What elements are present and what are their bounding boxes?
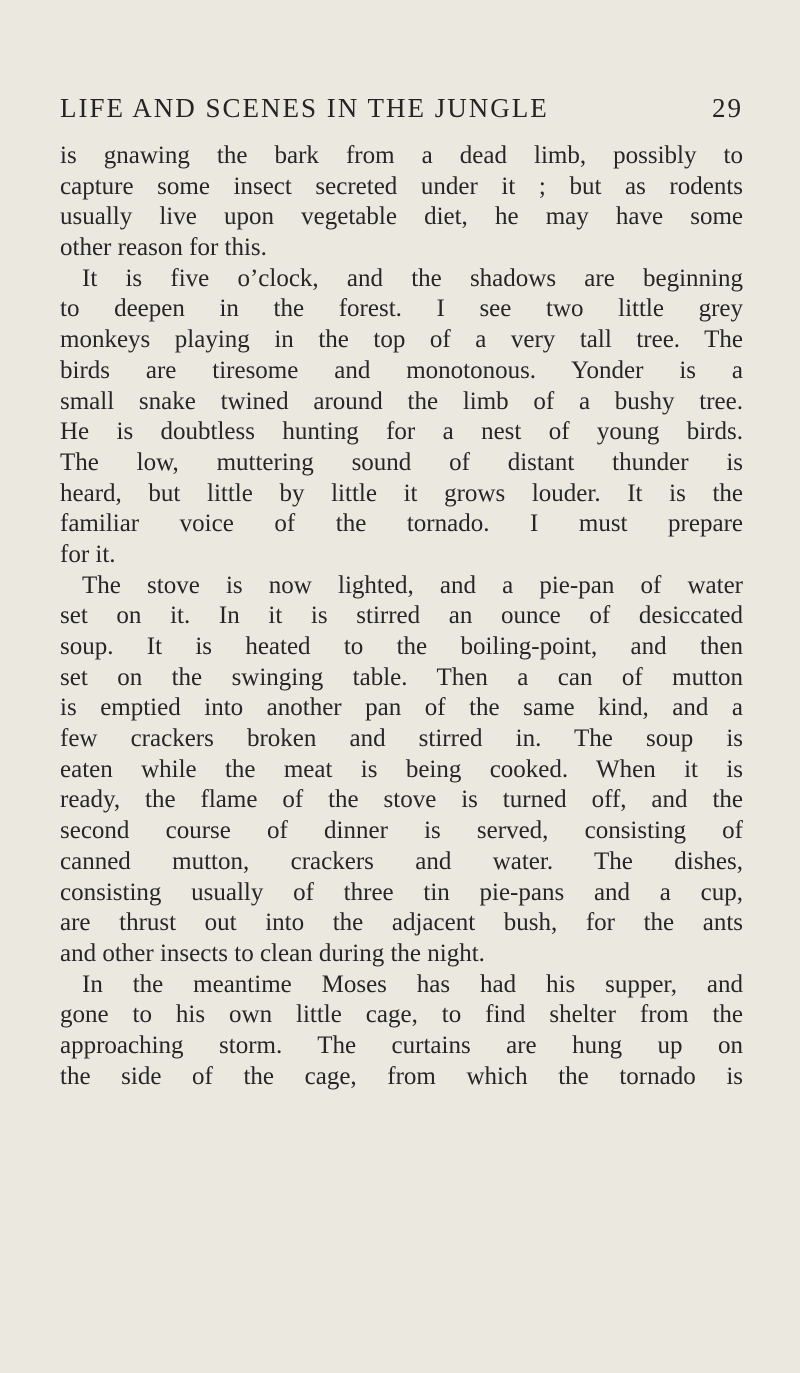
text-line: He is doubtless hunting for a nest of young birds. <box>60 418 743 446</box>
text-line: consisting usually of three tin pie-pans and a cup, <box>60 878 743 906</box>
text-line: soup. It is heated to the boiling-point, and then <box>60 633 743 660</box>
text-line: birds are tiresome and monotonous. Yonder is a <box>60 356 743 384</box>
text-line: ready, the flame of the stove is turned off, and the <box>60 786 743 814</box>
paragraph <box>60 141 743 264</box>
body-text <box>60 141 743 1092</box>
text-line: is gnawing the bark from a dead limb, possibly to <box>60 142 743 169</box>
text-line: are thrust out into the adjacent bush, for the ants <box>60 909 743 937</box>
text-line: heard, but little by little it grows louder. It is the <box>60 479 743 507</box>
text-line: eaten while the meat is being cooked. When it is <box>60 755 743 783</box>
paragraph <box>60 264 743 571</box>
text-line: for it. <box>60 540 116 568</box>
text-line: second course of dinner is served, consisting of <box>60 817 743 845</box>
text-line: small snake twined around the limb of a bushy tree. <box>60 387 743 415</box>
text-line: capture some insect secreted under it ; but as rodents <box>60 172 743 200</box>
running-title: LIFE AND SCENES IN THE JUNGLE <box>60 93 549 123</box>
text-line: The stove is now lighted, and a pie-pan of water <box>82 571 743 599</box>
text-line: canned mutton, crackers and water. The dishes, <box>60 847 743 875</box>
text-line: monkeys playing in the top of a very tall tree. The <box>60 326 743 354</box>
text-line: In the meantime Moses has had his supper, and <box>82 970 743 998</box>
running-head <box>60 93 743 133</box>
text-line: approaching storm. The curtains are hung up on <box>60 1031 743 1059</box>
text-line: The low, muttering sound of distant thunder is <box>60 448 743 476</box>
page-number: 29 <box>712 93 743 123</box>
paragraph <box>60 970 743 1093</box>
text-line: set on the swinging table. Then a can of mutton <box>60 663 743 691</box>
text-line: other reason for this. <box>60 234 267 262</box>
text-line: and other insects to clean during the night. <box>60 939 485 967</box>
text-line: few crackers broken and stirred in. The soup is <box>60 725 743 753</box>
text-line: familiar voice of the tornado. I must prepare <box>60 510 743 538</box>
text-line: gone to his own little cage, to find shelter from the <box>60 1001 743 1029</box>
text-line: is emptied into another pan of the same kind, and a <box>60 694 743 722</box>
text-line: usually live upon vegetable diet, he may have some <box>60 203 743 231</box>
text-line: the side of the cage, from which the tornado is <box>60 1062 743 1090</box>
text-line: to deepen in the forest. I see two little grey <box>60 295 743 323</box>
paragraph <box>60 571 743 970</box>
text-line: It is five o’clock, and the shadows are beginning <box>82 264 743 292</box>
text-line: set on it. In it is stirred an ounce of desiccated <box>60 602 743 630</box>
